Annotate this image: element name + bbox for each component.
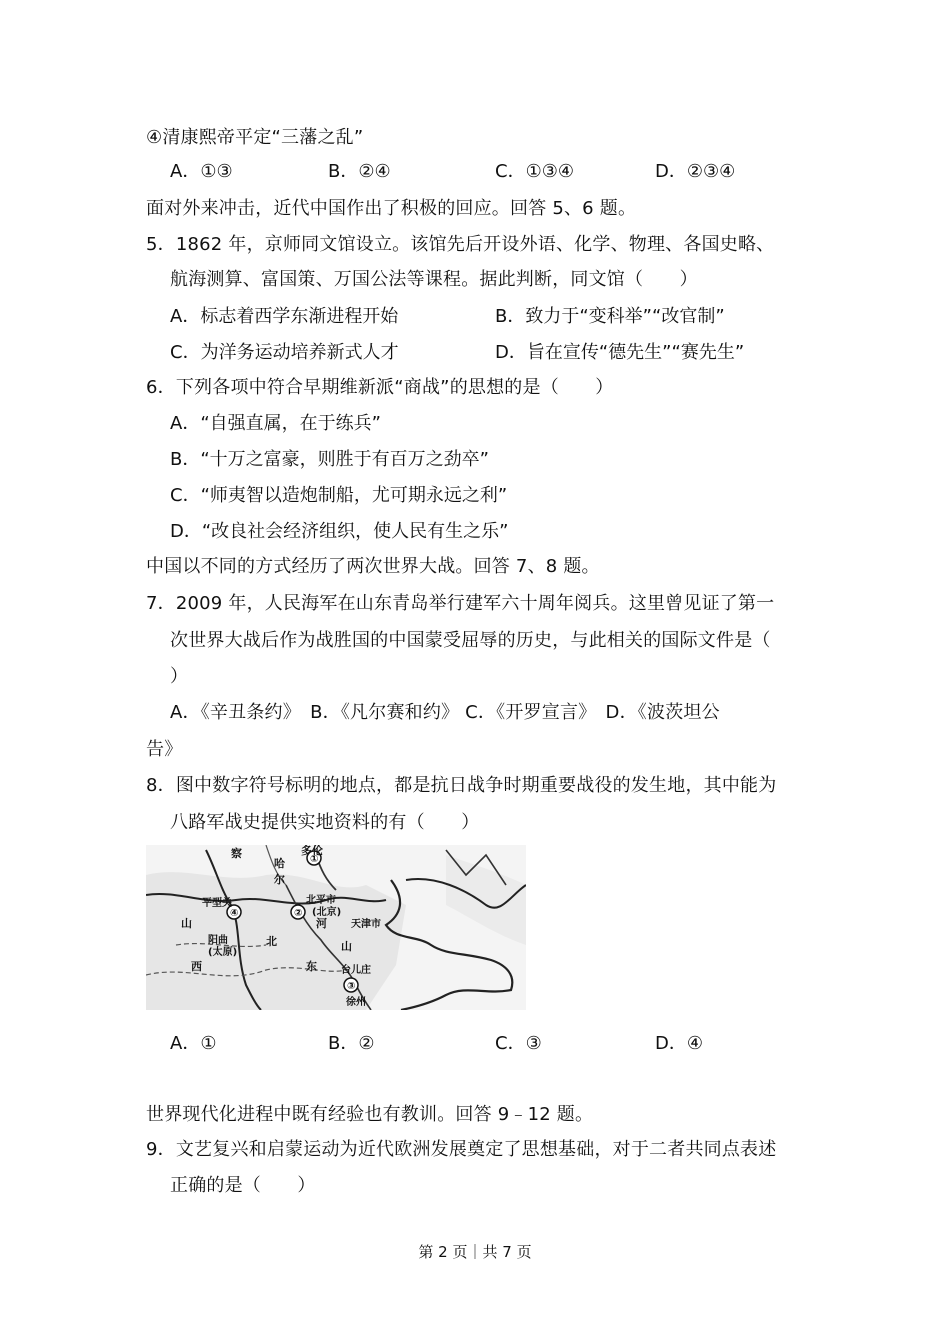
q4-option-c: C．①③④ bbox=[495, 161, 574, 182]
q9-stem-line2: 正确的是（ ） bbox=[170, 1175, 316, 1196]
map-label-shan-east: 山 bbox=[341, 940, 352, 953]
map-label-er: 尔 bbox=[274, 873, 285, 886]
map-label-duolun: 多伦 bbox=[301, 845, 323, 857]
q7-stem-line1: 7．2009 年，人民海军在山东青岛举行建军六十周年阅兵。这里曾见证了第一 bbox=[146, 593, 775, 614]
map-label-dong: 东 bbox=[306, 960, 317, 973]
map-label-xi: 西 bbox=[191, 960, 202, 973]
map-label-beijing: (北京) bbox=[312, 907, 342, 918]
q8-option-a: A．① bbox=[170, 1033, 217, 1054]
q4-option-a: A．①③ bbox=[170, 161, 233, 182]
map-label-taiyuan: (太原) bbox=[208, 947, 238, 958]
q5-option-d: D．旨在宣传“德先生”“赛先生” bbox=[495, 342, 745, 363]
map-marker-3: ③ bbox=[347, 981, 356, 992]
q6-option-d: D．“改良社会经济组织，使人民有生之乐” bbox=[170, 521, 509, 542]
q5-option-b: B．致力于“变科举”“改官制” bbox=[495, 306, 725, 327]
map-label-taierzhuang: 台儿庄 bbox=[341, 965, 371, 976]
page-footer: 第 2 页｜共 7 页 bbox=[418, 1243, 532, 1261]
q8-stem-line2: 八路军战史提供实地资料的有（ ） bbox=[170, 812, 480, 833]
q7-options: A．《辛丑条约》 B．《凡尔赛和约》 C．《开罗宣言》 D．《波茨坦公 bbox=[170, 702, 720, 723]
map-label-cha: 察 bbox=[231, 847, 242, 860]
intro-5-6: 面对外来冲击，近代中国作出了积极的回应。回答 5、6 题。 bbox=[146, 198, 637, 219]
q5-stem-line1: 5．1862 年，京师同文馆设立。该馆先后开设外语、化学、物理、各国史略、 bbox=[146, 234, 775, 255]
q8-option-b: B．② bbox=[328, 1033, 375, 1054]
intro-9-12: 世界现代化进程中既有经验也有教训。回答 9﹣12 题。 bbox=[146, 1104, 594, 1125]
q8-stem-line1: 8．图中数字符号标明的地点，都是抗日战争时期重要战役的发生地，其中能为 bbox=[146, 775, 777, 796]
q9-stem-line1: 9．文艺复兴和启蒙运动为近代欧洲发展奠定了思想基础，对于二者共同点表述 bbox=[146, 1139, 777, 1160]
q8-option-c: C．③ bbox=[495, 1033, 542, 1054]
map-label-he: 河 bbox=[316, 917, 327, 930]
q7-stem-line3: ） bbox=[170, 666, 189, 687]
map-label-yangqu: 阳曲 bbox=[208, 935, 228, 946]
map-label-shan-west: 山 bbox=[181, 917, 192, 930]
map-marker-1: ① bbox=[310, 854, 319, 865]
q6-option-b: B．“十万之富豪，则胜于有百万之劲卒” bbox=[170, 449, 489, 470]
map-label-bei: 北 bbox=[266, 935, 277, 948]
map-label-beiping: 北平市 bbox=[306, 895, 336, 906]
q6-stem: 6．下列各项中符合早期维新派“商战”的思想的是（ ） bbox=[146, 377, 614, 398]
intro-7-8: 中国以不同的方式经历了两次世界大战。回答 7、8 题。 bbox=[146, 556, 600, 577]
map-label-xuzhou: 徐州 bbox=[346, 997, 366, 1008]
q4-item4: ④清康熙帝平定“三藩之乱” bbox=[146, 127, 364, 148]
q6-option-a: A．“自强直属，在于练兵” bbox=[170, 413, 381, 434]
battle-map-figure bbox=[146, 845, 526, 1010]
q5-stem-line2: 航海测算、富国策、万国公法等课程。据此判断，同文馆（ ） bbox=[170, 269, 698, 290]
map-label-pingxingguan: 平型关 bbox=[202, 898, 232, 909]
q8-option-d: D．④ bbox=[655, 1033, 703, 1054]
map-marker-4: ④ bbox=[230, 908, 239, 919]
q7-stem-line2: 次世界大战后作为战胜国的中国蒙受屈辱的历史，与此相关的国际文件是（ bbox=[170, 630, 771, 651]
q7-options-wrap: 告》 bbox=[146, 739, 183, 760]
map-label-tianjin: 天津市 bbox=[351, 919, 381, 930]
q4-option-d: D．②③④ bbox=[655, 161, 736, 182]
map-label-ha: 哈 bbox=[274, 857, 285, 870]
q5-option-c: C．为洋务运动培养新式人才 bbox=[170, 342, 399, 363]
map-marker-2: ② bbox=[294, 908, 303, 919]
q4-option-b: B．②④ bbox=[328, 161, 391, 182]
q5-option-a: A．标志着西学东渐进程开始 bbox=[170, 306, 399, 327]
q6-option-c: C．“师夷智以造炮制船，尤可期永远之利” bbox=[170, 485, 508, 506]
